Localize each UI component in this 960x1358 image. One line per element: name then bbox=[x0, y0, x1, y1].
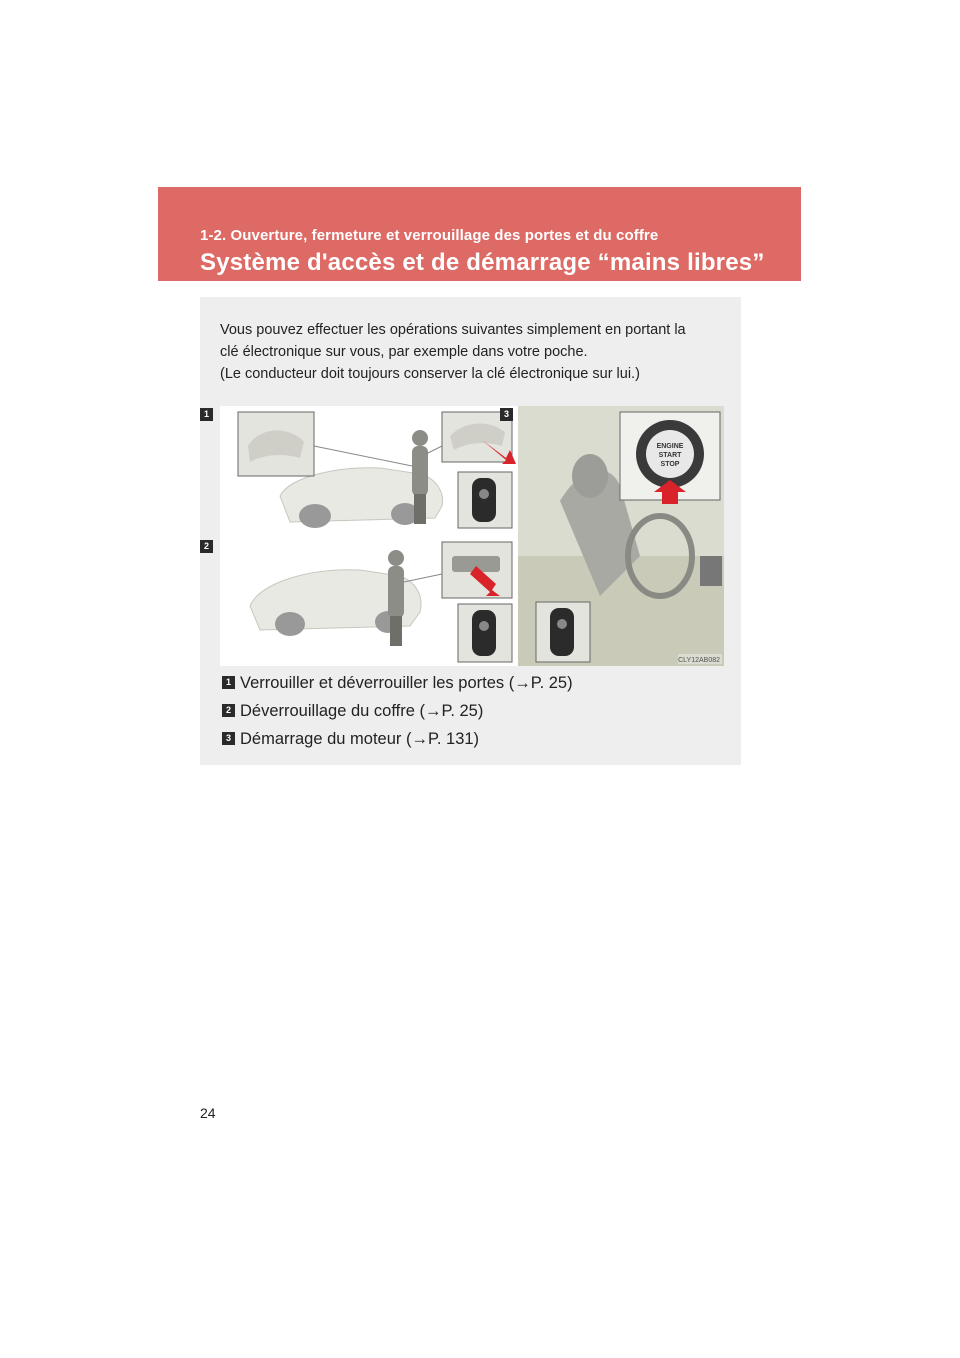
item-marker: 3 bbox=[222, 732, 235, 745]
item-text: Démarrage du moteur (→P. 131) bbox=[240, 730, 480, 748]
marker-1: 1 bbox=[200, 408, 213, 421]
person-head bbox=[412, 430, 428, 446]
info-box bbox=[200, 297, 741, 765]
item-text: Verrouiller et déverrouiller les portes (→P. 25) bbox=[240, 674, 573, 692]
smart-key-icon bbox=[550, 608, 574, 656]
car-wheel bbox=[299, 504, 331, 528]
page-title: Système d'accès et de démarrage “mains libres” bbox=[200, 249, 765, 276]
section-title: 1-2. Ouverture, fermeture et verrouillage des portes et du coffre bbox=[200, 227, 659, 244]
smart-key-icon bbox=[472, 610, 496, 656]
figure-code: CLY12AB082 bbox=[678, 657, 720, 664]
person-icon bbox=[412, 446, 428, 496]
svg-text:START: START bbox=[658, 452, 682, 459]
intro-line-3: (Le conducteur doit toujours conserver la clé électronique sur lui.) bbox=[220, 366, 640, 382]
page-number: 24 bbox=[200, 1105, 216, 1121]
intro-line-2: clé électronique sur vous, par exemple dans votre poche. bbox=[220, 344, 588, 360]
driver-head bbox=[572, 454, 608, 498]
marker-2: 2 bbox=[200, 540, 213, 553]
svg-text:STOP: STOP bbox=[660, 461, 680, 468]
dashboard-screen bbox=[700, 556, 722, 586]
person-legs bbox=[414, 494, 426, 524]
section-header bbox=[158, 187, 801, 281]
item-text: Déverrouillage du coffre (→P. 25) bbox=[240, 702, 484, 720]
item-marker: 2 bbox=[222, 704, 235, 717]
illustration-svg bbox=[220, 406, 724, 666]
marker-3: 3 bbox=[500, 408, 513, 421]
illustration bbox=[203, 406, 724, 666]
button-label: ENGINE bbox=[656, 443, 684, 450]
intro-line-1: Vous pouvez effectuer les opérations suivantes simplement en portant la bbox=[220, 322, 686, 338]
smart-key-icon bbox=[472, 478, 496, 522]
item-marker: 1 bbox=[222, 676, 235, 689]
person-icon bbox=[388, 566, 404, 618]
intro-text bbox=[220, 319, 725, 385]
